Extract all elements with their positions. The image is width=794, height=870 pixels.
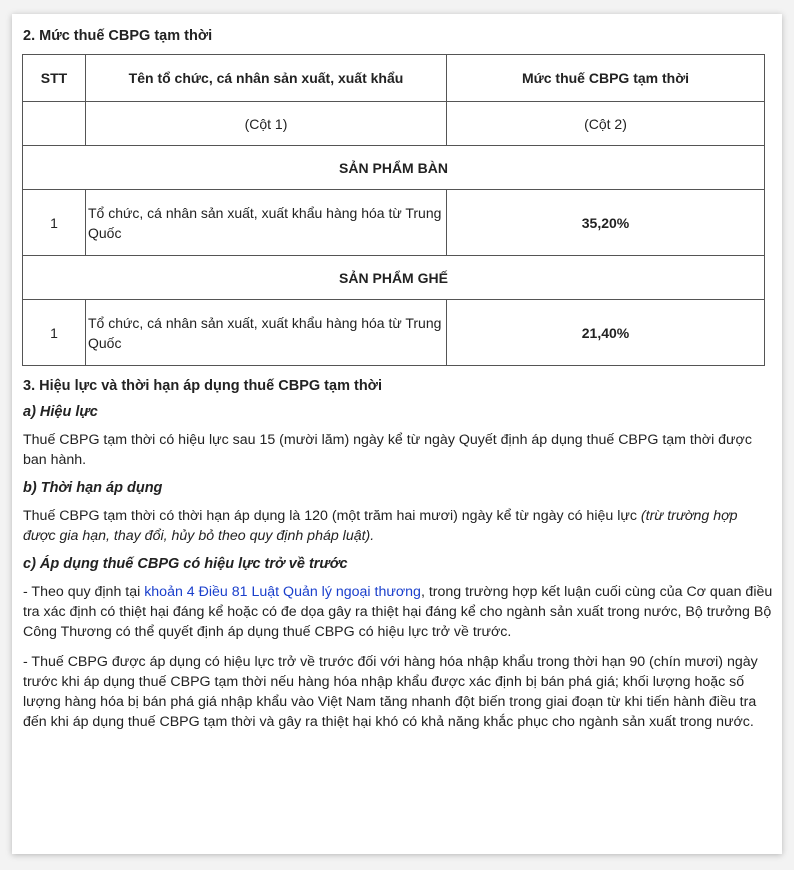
header-stt: STT: [23, 55, 86, 102]
subheader-col1: (Cột 1): [86, 102, 447, 146]
subsection-c-paragraph-1: [23, 582, 774, 642]
rate-cell: 21,40%: [447, 300, 765, 366]
duty-table: [22, 54, 765, 366]
stt-cell: 1: [23, 190, 86, 256]
table-subheader-row: [23, 102, 765, 146]
subsection-c-heading: c) Áp dụng thuế CBPG có hiệu lực trở về trước: [23, 556, 348, 572]
header-rate: Mức thuế CBPG tạm thời: [447, 55, 765, 102]
c-p1-prefix: - Theo quy định tại: [23, 584, 145, 600]
group-row-ban: [23, 146, 765, 190]
stt-cell: 1: [23, 300, 86, 366]
group-row-ghe: [23, 256, 765, 300]
name-cell: Tổ chức, cá nhân sản xuất, xuất khẩu hàng hóa từ Trung Quốc: [86, 300, 447, 366]
table-row: [23, 300, 765, 366]
law-reference-link[interactable]: khoản 4 Điều 81 Luật Quản lý ngoại thương: [144, 584, 421, 600]
subsection-b-heading: b) Thời hạn áp dụng: [23, 480, 163, 496]
section-2-title: 2. Mức thuế CBPG tạm thời: [23, 28, 213, 44]
subsection-b-text: Thuế CBPG tạm thời có thời hạn áp dụng là 120 (một trăm hai mươi) ngày kể từ ngày có hiệu lực: [23, 508, 637, 524]
group-title: SẢN PHẨM BÀN: [23, 146, 765, 190]
rate-cell: 35,20%: [447, 190, 765, 256]
table-row: [23, 190, 765, 256]
subheader-stt: [23, 102, 86, 146]
subsection-b-paragraph: [23, 506, 774, 546]
section-3-title: 3. Hiệu lực và thời hạn áp dụng thuế CBPG tạm thời: [23, 378, 383, 394]
header-name: Tên tổ chức, cá nhân sản xuất, xuất khẩu: [86, 55, 447, 102]
c-p1-suffix: , trong trường hợp kết luận cuối cùng của Cơ quan điều tra xác định có thiệt hại đáng kể hoặc có đe dọa gây ra thiệt hại đáng kể cho ngành sản xuất trong nước, Bộ trưởng Bộ Công Thương có thể quyết định áp dụng thuế CBPG có hiệu lực trở về trước.: [23, 584, 773, 640]
group-title: SẢN PHẨM GHẾ: [23, 256, 765, 300]
document-card: [12, 14, 782, 854]
name-cell: Tổ chức, cá nhân sản xuất, xuất khẩu hàng hóa từ Trung Quốc: [86, 190, 447, 256]
subsection-c-paragraph-2: - Thuế CBPG được áp dụng có hiệu lực trở về trước đối với hàng hóa nhập khẩu trong thời hạn 90 (chín mươi) ngày trước khi áp dụng thuế CBPG tạm thời nếu hàng hóa nhập khẩu được xác định bị bán phá giá; khối lượng hoặc số lượng hàng hóa bị bán phá giá nhập khẩu vào Việt Nam tăng nhanh đột biến trong giai đoạn từ khi tiến hành điều tra đến khi áp dụng thuế CBPG tạm thời và gây ra thiệt hại khó có khả năng khắc phục cho ngành sản xuất trong nước.: [23, 654, 758, 730]
document-body: [22, 28, 774, 742]
subsection-b-note: (trừ trường hợp được gia hạn, thay đổi, hủy bỏ theo quy định pháp luật).: [23, 508, 738, 544]
subsection-a-heading: a) Hiệu lực: [23, 404, 98, 420]
subheader-col2: (Cột 2): [447, 102, 765, 146]
table-header-row: [23, 55, 765, 102]
subsection-a-text: Thuế CBPG tạm thời có hiệu lực sau 15 (mười lăm) ngày kể từ ngày Quyết định áp dụng thuế CBPG tạm thời được ban hành.: [23, 432, 752, 468]
